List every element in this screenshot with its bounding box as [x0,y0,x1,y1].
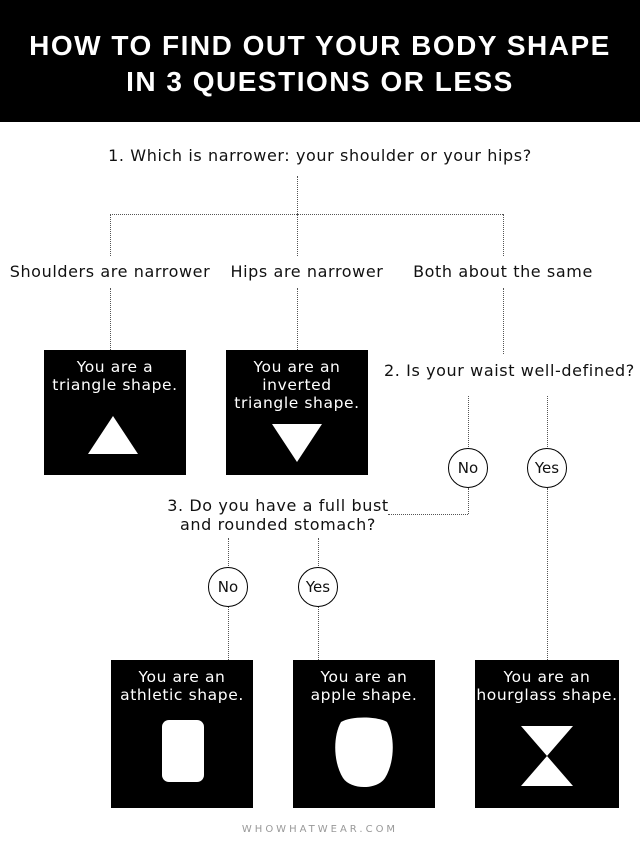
result-text-line: athletic shape. [120,686,244,704]
result-text-line: triangle shape. [52,376,178,394]
connector-line [110,214,111,256]
question-3 [160,496,396,534]
result-text-line: You are an [320,668,408,686]
result-athletic-box [111,660,253,808]
result-athletic-label [111,668,253,704]
result-inverted-triangle-box [226,350,368,475]
answer-both-same: Both about the same [413,262,593,281]
answer-shoulders-narrower: Shoulders are narrower [9,262,211,281]
result-triangle-label [44,358,186,394]
connector-line [547,488,548,660]
connector-line [297,176,298,214]
connector-line [228,607,229,660]
connector-line [297,288,298,350]
triangle-icon [88,416,138,456]
result-text-line: inverted [262,376,332,394]
apple-shape-icon [333,716,395,790]
question-2: 2. Is your waist well-defined? [384,361,635,380]
result-text-line: You are a [76,358,154,376]
connector-line [110,288,111,350]
inverted-triangle-icon [272,424,322,464]
connector-line [503,214,504,256]
connector-line [297,214,298,256]
connector-line [547,396,548,449]
result-hourglass-label [475,668,619,704]
question-3-line-1: 3. Do you have a full bust [167,496,389,515]
choice-q3-yes: Yes [298,567,338,607]
result-text-line: apple shape. [310,686,418,704]
result-text-line: hourglass shape. [476,686,618,704]
result-apple-box [293,660,435,808]
question-1: 1. Which is narrower: your shoulder or your hips? [108,146,532,165]
page-title-line-2: IN 3 QUESTIONS OR LESS [126,66,514,97]
choice-q2-yes: Yes [527,448,567,488]
rounded-rectangle-icon [162,720,204,784]
connector-line [468,396,469,449]
hourglass-icon [521,726,573,786]
choice-q3-no: No [208,567,248,607]
result-inverted-triangle-label [226,358,368,412]
choice-q2-no: No [448,448,488,488]
connector-line [318,538,319,568]
result-text-line: You are an [503,668,591,686]
connector-line [318,607,319,660]
source-credit: WHOWHATWEAR.COM [241,824,399,835]
result-text-line: You are an [253,358,341,376]
question-3-line-2: and rounded stomach? [180,515,376,534]
result-text-line: triangle shape. [234,394,360,412]
answer-hips-narrower: Hips are narrower [230,262,384,281]
result-hourglass-box [475,660,619,808]
connector-line [468,488,469,514]
result-text-line: You are an [138,668,226,686]
connector-line [388,514,468,515]
result-triangle-box [44,350,186,475]
header-banner [0,0,640,122]
connector-line [503,288,504,354]
connector-line [110,214,503,215]
result-apple-label [293,668,435,704]
connector-line [228,538,229,568]
page-title-line-1: HOW TO FIND OUT YOUR BODY SHAPE [29,30,611,61]
